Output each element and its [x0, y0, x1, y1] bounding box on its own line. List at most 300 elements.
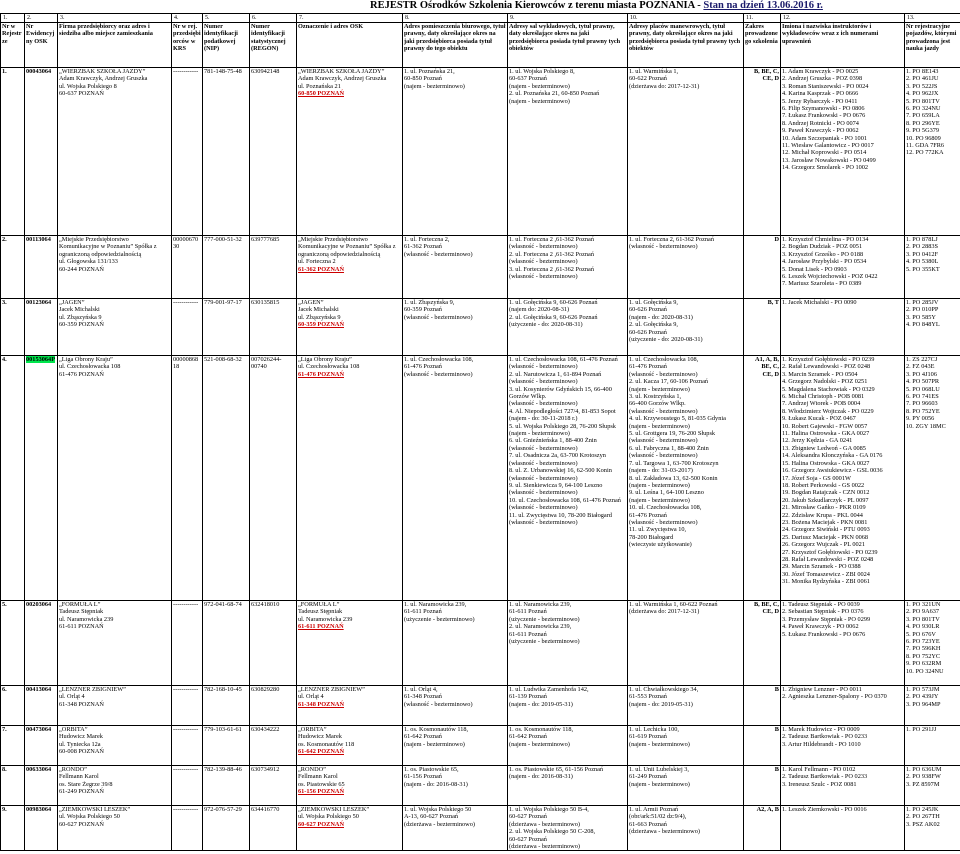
regon-cell: 630942148: [250, 68, 297, 236]
hall-line: 60-627 Poznań: [509, 813, 547, 821]
office-line: 1. ul. Forteczna 2,: [404, 236, 450, 243]
instructor-line: 5. Donat Lisek - PO 0903: [782, 265, 847, 273]
osk-name-line: ul. Zbąszyńska 9: [298, 313, 341, 321]
hall-line: 1. ul. Gołęcińska 9, 60-626 Poznań: [509, 299, 598, 306]
header-row: [1, 23, 960, 68]
osk-number: 00113064: [26, 236, 51, 243]
osk-number: 00153064P: [26, 356, 56, 363]
hall-line: (własność - bezterminowo): [509, 243, 578, 251]
yard-line: (własność - bezterminowo): [629, 370, 698, 378]
office-line: 60-359 Poznań: [404, 306, 442, 314]
column-header-8: Adres pomieszczenia biurowego, tytuł prawny, daty określające okres na jaki przedsiębiorca posiada tytuł prawny do tego obiektu: [403, 23, 508, 68]
instructor-line: 11. Halina Ostrowska - GKA 0027: [782, 430, 870, 438]
osk-address: 61-362 POZNAŃ: [298, 265, 344, 273]
scope-line: CE, D: [762, 608, 779, 616]
hall-line: (dzierżawa - bezterminowo): [509, 843, 580, 851]
vehicles-cell: [905, 68, 960, 236]
osk-name-line: „LENZNER ZBIGNIEW”: [298, 686, 365, 693]
column-header-11: Zakres prowadzonego szkolenia: [744, 23, 781, 68]
yards-cell: [628, 726, 744, 766]
vehicle-line: 6. PO 741ES: [906, 393, 939, 401]
vehicle-line: 4. PO 848YL: [906, 321, 940, 329]
instructor-line: 5. Łukasz Frankowski - PO 0676: [782, 630, 866, 638]
instructor-line: 10. Adam Szczepaniak - PO 1001: [782, 134, 867, 142]
vehicle-line: 1. PO 291JJ: [906, 726, 937, 733]
instructor-line: 24. Grzegorz Siwiński - PTU 0093: [782, 526, 870, 534]
osk-name-line: Jacek Michalski: [298, 306, 339, 314]
instructor-line: 4. Jarosław Przybylski - PO 0534: [782, 258, 867, 266]
instructor-line: 23. Bożena Maciejak - PKN 0081: [782, 518, 868, 526]
column-header-1: Nr w Rejestrze: [1, 23, 25, 68]
vehicle-line: 1. PO 245JK: [906, 806, 939, 813]
nip-cell: 782-139-88-46: [203, 766, 250, 806]
vehicle-line: 7. PO 96603: [906, 400, 938, 408]
instructors-cell: [781, 299, 905, 356]
vehicles-cell: [905, 356, 960, 601]
nip-cell: 972-076-57-29: [203, 806, 250, 851]
hall-line: 2. ul. Naramowicka 239,: [509, 623, 572, 631]
firm-line: „LENZNER ZBIGNIEW”: [59, 686, 126, 693]
instructor-line: 7. Mariusz Szaroleta - PO 0389: [782, 280, 862, 288]
hall-line: 1. ul. Ludwika Zamenhofa 142,: [509, 686, 589, 693]
column-number-10: 10.: [628, 14, 744, 23]
osk-name-line: „Liga Obrony Kraju”: [298, 356, 352, 363]
instructor-line: 2. Tadeusz Bartkowiak - PO 0233: [782, 773, 868, 781]
office-line: 61-476 Poznań: [404, 363, 442, 371]
firm-line: „JAGEN”: [59, 299, 85, 306]
osk-name-line: Tadeusz Stępniak: [298, 608, 343, 616]
hall-line: 2. ul. Poznańska 21, 60-850 Poznań: [509, 90, 600, 98]
hall-line: 1. os. Piastowskie 65, 61-156 Poznań: [509, 766, 604, 773]
halls-cell: [508, 806, 628, 851]
instructor-line: 4. Paweł Krawczyk - PO 0062: [782, 623, 859, 631]
yard-line: 1. ul. Unii Lubelskiej 3,: [629, 766, 689, 773]
instructor-line: 25. Dariusz Maciejak - PKN 0068: [782, 533, 869, 541]
instructor-line: 1. Krzysztof Gołębiowski - PO 0239: [782, 356, 875, 363]
firm-cell: [58, 806, 172, 851]
yard-line: (użyczenie - do: 2020-08-31): [629, 336, 703, 344]
office-line: 1. ul. Zbąszyńska 9,: [404, 299, 455, 306]
osk-name-cell: [297, 726, 403, 766]
register-number-cell: 9.: [1, 806, 25, 851]
column-header-5: Numer identyfikacji podatkowej (NIP): [203, 23, 250, 68]
hall-line: 61-642 Poznań: [509, 733, 547, 741]
yard-line: (dzierżawa do: 2017-12-31): [629, 82, 700, 90]
instructor-line: 7. Andrzej Wtorek - POB 0004: [782, 400, 861, 408]
office-line: (najem - do: 2016-08-31): [404, 780, 468, 788]
yard-line: 61-619 Poznań: [629, 733, 667, 741]
hall-line: 60-637 Poznań: [509, 75, 547, 83]
table-row: [1, 68, 960, 236]
yards-cell: [628, 766, 744, 806]
hall-line: (najem - do: 2019-05-31): [509, 700, 573, 708]
yard-line: (wieczyste użytkowanie): [629, 541, 692, 549]
instructor-line: 9. Łukasz Kucak - POZ 0467: [782, 415, 856, 423]
table-row: [1, 236, 960, 299]
halls-cell: [508, 686, 628, 726]
osk-name-line: os. Piastowskie 65: [298, 780, 345, 788]
scope-line: D: [774, 236, 779, 243]
instructor-line: 1. Karol Fellmann - PO 0102: [782, 766, 856, 773]
osk-number: 00473064: [26, 726, 52, 733]
firm-line: Hudowicz Marek: [59, 733, 103, 741]
office-line: 1. ul. Poznańska 21,: [404, 68, 455, 75]
scope-cell: [744, 726, 781, 766]
osk-address: 61-476 POZNAŃ: [298, 370, 344, 378]
office-line: (własność - bezterminowo): [404, 370, 473, 378]
yards-cell: [628, 601, 744, 686]
yards-cell: [628, 68, 744, 236]
yard-line: 8. ul. Zakładowa 13, 62-500 Konin: [629, 474, 718, 482]
hall-line: 1. ul. Wojska Polskiego 8,: [509, 68, 575, 75]
osk-name-line: „RONDO”: [298, 766, 326, 773]
office-line: (najem - bezterminowo): [404, 740, 465, 748]
instructor-line: 12. Jerzy Kędzia - GA 0241: [782, 437, 853, 445]
firm-cell: [58, 236, 172, 299]
nip-cell: 521-008-68-32: [203, 356, 250, 601]
office-line: (własność - bezterminowo): [404, 700, 473, 708]
column-header-12: Imiona i nazwiska instruktorów i wykładowców wraz z ich numerami uprawnień: [781, 23, 905, 68]
regon-cell: 632418010: [250, 601, 297, 686]
osk-name-line: os. Kosmonautów 118: [298, 740, 355, 748]
hall-line: 9. ul. Sienkiewicza 9, 64-100 Leszno: [509, 481, 603, 489]
osk-number-cell: [25, 236, 58, 299]
scope-line: A1, A, B,: [755, 356, 779, 363]
hall-line: 60-627 Poznań: [509, 835, 547, 843]
instructor-line: 11. Wiesław Galantowicz - PO 0017: [782, 142, 874, 150]
yard-line: 10. ul. Czechosłowacka 108,: [629, 504, 702, 512]
yard-line: 78-200 Białogard: [629, 533, 674, 541]
table-row: [1, 766, 960, 806]
column-number-11: 11.: [744, 14, 781, 23]
office-line: A-13, 60-627 Poznań: [404, 813, 459, 821]
office-cell: [403, 766, 508, 806]
instructor-line: 14. Grzegorz Smolarek - PO 1002: [782, 164, 869, 172]
title-date: Stan na dzień 13.06.2016 r.: [703, 0, 823, 11]
scope-line: B: [774, 686, 779, 693]
office-cell: [403, 601, 508, 686]
regon-cell: 639777685: [250, 236, 297, 299]
office-line: (dzierżawa - bezterminowo): [404, 820, 475, 828]
osk-name-line: ul. Naramowicka 239: [298, 615, 353, 623]
scope-line: B, BE, C,: [753, 68, 779, 75]
hall-line: (najem - bezterminowo): [509, 740, 570, 748]
table-row: [1, 686, 960, 726]
vehicle-line: 10. ZGY 18MC: [906, 422, 946, 430]
yard-line: (najem - do: 2019-05-31): [629, 700, 693, 708]
instructor-line: 1. Adam Krawczyk - PO 0025: [782, 68, 859, 75]
instructor-line: 13. Zbigniew Ledwoń - GA 0085: [782, 444, 866, 452]
scope-line: A2, A, B: [756, 806, 779, 813]
scope-line: CE, D: [762, 75, 779, 83]
nip-cell: 779-103-61-61: [203, 726, 250, 766]
vehicle-line: 5. PO 676V: [906, 630, 936, 638]
instructor-line: 27. Krzysztof Gołębiowski - PO 0239: [782, 548, 878, 556]
osk-name-cell: [297, 686, 403, 726]
hall-line: 4. Al. Niepodległości 727/4, 81-853 Sopot (najem - do: 30-11-2018 r.): [509, 407, 616, 423]
instructor-line: 3. Ireneusz Szulc - POZ 0081: [782, 780, 857, 788]
vehicle-line: 2. PO 010PP: [906, 306, 939, 314]
instructors-cell: [781, 68, 905, 236]
firm-line: „ORBITA”: [59, 726, 88, 733]
firm-line: „RONDO”: [59, 766, 87, 773]
vehicles-cell: [905, 236, 960, 299]
vehicle-line: 5. PO 801TV: [906, 97, 940, 105]
vehicle-line: 7. PO 596KH: [906, 645, 941, 653]
krs-cell: ------------: [172, 68, 203, 236]
krs-cell: ------------: [172, 726, 203, 766]
yard-line: (najem - bezterminowo): [629, 780, 690, 788]
yard-line: 2. ul. Gołęcińska 9,: [629, 321, 678, 329]
vehicle-line: 1. PO 285JV: [906, 299, 939, 306]
instructor-line: 2. Sebastian Stępniak - PO 0376: [782, 608, 864, 616]
table-row: [1, 601, 960, 686]
yard-line: 1. ul. Chwiałkowskiego 34,: [629, 686, 699, 693]
yard-line: (najem - bezterminowo): [629, 740, 690, 748]
yard-line: (najem - bezterminowo): [629, 385, 690, 393]
instructor-line: 16. Grzegorz Awsiukiewicz - GSL 0036: [782, 467, 883, 475]
vehicle-line: 2. FZ 043E: [906, 363, 935, 371]
column-number-7: 7.: [297, 14, 403, 23]
vehicle-line: 10. PO 324NU: [906, 667, 944, 675]
instructor-line: 1. Marek Hudowicz - PO 0009: [782, 726, 860, 733]
office-line: 61-642 Poznań: [404, 733, 442, 741]
title-text: REJESTR Ośrodków Szkolenia Kierowców z terenu miasta POZNANIA -: [370, 0, 704, 11]
vehicle-line: 3. PO 801TV: [906, 615, 940, 623]
instructor-line: 12. Michał Koprowski - PO 0514: [782, 149, 867, 157]
column-header-6: Numer identyfikacji statystycznej (REGON): [250, 23, 297, 68]
yard-line: 1. ul. Gołęcińska 9,: [629, 299, 678, 306]
regon-cell: 007026244-00740: [250, 356, 297, 601]
osk-name-line: „ZIEMKOWSKI LESZEK”: [298, 806, 370, 813]
firm-cell: [58, 766, 172, 806]
vehicle-line: 11. GDA 7FR6: [906, 142, 945, 150]
office-line: 1. ul. Naramowicka 239,: [404, 601, 467, 608]
yards-cell: [628, 806, 744, 851]
instructor-line: 28. Rafał Lewandowski - POZ 0248: [782, 555, 874, 563]
osk-address: 61-611 POZNAŃ: [298, 623, 344, 631]
register-number-cell: 5.: [1, 601, 25, 686]
yard-line: 1. ul. Forteczna 2, 61-362 Poznań: [629, 236, 714, 243]
osk-number: 00633064: [26, 766, 52, 773]
vehicle-line: 1. PO 878LJ: [906, 236, 938, 243]
instructor-line: 21. Mirosław Gańko - PKR 0109: [782, 504, 866, 512]
yard-line: (najem - bezterminowo): [629, 496, 690, 504]
hall-line: (najem - do: 2016-08-31): [509, 773, 573, 781]
hall-line: 2. ul. Narutowicza 1, 61-894 Poznań (własność - bezterminowo): [509, 370, 602, 386]
vehicle-line: 8. PO 752YC: [906, 652, 941, 660]
office-cell: [403, 236, 508, 299]
column-header-7: Oznaczenie i adres OSK: [297, 23, 403, 68]
regon-cell: 630434222: [250, 726, 297, 766]
firm-line: 61-348 POZNAŃ: [59, 700, 104, 708]
office-line: (własność - bezterminowo): [404, 313, 473, 321]
table-row: [1, 806, 960, 851]
vehicle-line: 5. PO 068LU: [906, 385, 940, 393]
instructor-line: 1. Krzysztof Chmielina - PO 0134: [782, 236, 869, 243]
scope-cell: [744, 806, 781, 851]
yard-line: (własność - bezterminowo): [629, 407, 698, 415]
nip-cell: 782-168-10-45: [203, 686, 250, 726]
hall-line: 6. ul. Gnieźnieńska 1, 88-400 Żnin: [509, 437, 597, 445]
osk-name-line: Fellmann Karol: [298, 773, 338, 781]
hall-line: 2. ul. Forteczna 2 ,61-362 Poznań: [509, 250, 594, 258]
regon-cell: 630734912: [250, 766, 297, 806]
instructor-line: 4. Karina Kasprzak - PO 0666: [782, 90, 859, 98]
column-header-2: Nr Ewidencyjny OSK: [25, 23, 58, 68]
hall-line: 61-139 Poznań: [509, 693, 547, 701]
hall-line: (najem - bezterminowo): [509, 82, 570, 90]
yard-line: (własność - bezterminowo): [629, 518, 698, 526]
osk-number-cell: [25, 299, 58, 356]
register-number-cell: 7.: [1, 726, 25, 766]
instructor-line: 17. Józef Soja - GS 0001W: [782, 474, 851, 482]
instructor-line: 2. Rafał Lewandowski - POZ 0248: [782, 363, 871, 371]
yard-line: (własność - bezterminowo): [629, 437, 698, 445]
scope-line: B, BE, C,: [753, 601, 779, 608]
document-title: [370, 0, 960, 14]
osk-name-line: ul. Czechosłowacka 108: [298, 363, 360, 371]
office-line: 1. ul. Wojska Polskiego 50: [404, 806, 472, 813]
hall-line: 3. ul. Forteczna 2 ,61-362 Poznań: [509, 265, 594, 273]
vehicle-line: 4. PO 962JX: [906, 90, 939, 98]
office-line: 1. ul. Czechosłowacka 108,: [404, 356, 474, 363]
hall-line: (własność - bezterminowo): [509, 518, 578, 526]
instructor-line: 30. Józef Tomaszewicz - ZBI 0024: [782, 570, 870, 578]
instructors-cell: [781, 806, 905, 851]
scope-cell: [744, 68, 781, 236]
yards-cell: [628, 299, 744, 356]
column-number-5: 5.: [203, 14, 250, 23]
hall-line: 61-611 Poznań: [509, 630, 547, 638]
instructor-line: 6. Leszek Wojciechowski - POZ 0422: [782, 273, 878, 281]
firm-cell: [58, 726, 172, 766]
vehicle-line: 2. PO 9A637: [906, 608, 940, 616]
firm-line: ul. Czechosłowacka 108: [59, 363, 121, 371]
vehicle-line: 1. PO 636UM: [906, 766, 942, 773]
firm-line: „WIERZBAK SZKOŁA JAZDY”: [59, 68, 146, 75]
firm-line: „Miejskie Przedsiębiorstwo Komunikacyjne w Poznaniu” Spółka z ograniczoną odpowiedzialnością: [59, 236, 157, 258]
nip-cell: 781-148-75-48: [203, 68, 250, 236]
column-header-4: Nr w rej. przedsiębiorców w KRS: [172, 23, 203, 68]
halls-cell: [508, 726, 628, 766]
osk-name-line: Adam Krawczyk, Andrzej Gruszka: [298, 75, 387, 83]
instructor-line: 31. Monika Rydzyńska - ZBI 0061: [782, 578, 870, 586]
yard-line: (dzierżawa do: 2017-12-31): [629, 608, 700, 616]
scope-line: CE, D: [762, 370, 779, 378]
halls-cell: [508, 766, 628, 806]
osk-number-cell: [25, 766, 58, 806]
vehicle-line: 3. PO 585Y: [906, 313, 936, 321]
hall-line: 1. ul. Czechosłowacka 108, 61-476 Poznań (własność - bezterminowo): [509, 356, 618, 371]
instructor-line: 3. Artur Hildebrandt - PO 1010: [782, 740, 861, 748]
scope-cell: [744, 299, 781, 356]
office-line: (najem - bezterminowo): [404, 82, 465, 90]
osk-number-cell: [25, 68, 58, 236]
osk-name-cell: [297, 236, 403, 299]
osk-name-line: ul. Wojska Polskiego 50: [298, 813, 359, 821]
firm-line: os. Stare Żegrze 39/8: [59, 780, 113, 788]
firm-cell: [58, 356, 172, 601]
instructors-cell: [781, 601, 905, 686]
vehicle-line: 2. PO 267TH: [906, 813, 940, 821]
vehicle-line: 12. PO 772KA: [906, 149, 944, 157]
instructor-line: 7. Łukasz Frankowski - PO 0676: [782, 112, 866, 120]
yard-line: 1. ul. Armii Poznań: [629, 806, 679, 813]
firm-line: ul. Orląt 4: [59, 693, 85, 701]
instructor-line: 20. Jakub Szkudlarczyk - PL 0097: [782, 496, 869, 504]
scope-cell: [744, 686, 781, 726]
firm-line: ul. Wojska Polskiego 8: [59, 82, 117, 90]
yard-line: 60-626 Poznań: [629, 328, 667, 336]
yard-line: 61-553 Poznań: [629, 693, 667, 701]
instructors-cell: [781, 356, 905, 601]
instructor-line: 5. Jerzy Rybarczyk - PO 0411: [782, 97, 858, 105]
yard-line: (najem - do: 2020-08-31): [629, 313, 693, 321]
yard-line: (najem - do: 31-03-2017): [629, 467, 693, 475]
yard-line: (dzierżawa - bezterminowo): [629, 828, 700, 836]
hall-line: 61-611 Poznań: [509, 608, 547, 616]
hall-line: (własność - bezterminowo): [509, 444, 578, 452]
osk-number-cell: [25, 686, 58, 726]
register-table: [0, 13, 960, 851]
column-number-6: 6.: [250, 14, 297, 23]
firm-line: „ZIEMKOWSKI LESZEK”: [59, 806, 131, 813]
instructor-line: 1. Tadeusz Stępniak - PO 0039: [782, 601, 860, 608]
column-number-3: 3.: [58, 14, 172, 23]
halls-cell: [508, 601, 628, 686]
instructor-line: 6. Michał Christoph - POB 0081: [782, 393, 865, 401]
osk-name-cell: [297, 766, 403, 806]
osk-number: 00123064: [26, 299, 52, 306]
column-number-row: [1, 14, 960, 23]
column-number-9: 9.: [508, 14, 628, 23]
osk-name-line: „FORMUŁA L”: [298, 601, 340, 608]
osk-number-cell: [25, 726, 58, 766]
firm-line: „Liga Obrony Kraju”: [59, 356, 113, 363]
vehicle-line: 3. PSZ AK02: [906, 820, 940, 828]
register-number-cell: 3.: [1, 299, 25, 356]
firm-line: 60-359 POZNAŃ: [59, 321, 104, 329]
hall-line: (użyczenie - bezterminowo): [509, 615, 580, 623]
office-cell: [403, 68, 508, 236]
yard-line: 60-626 Poznań: [629, 306, 667, 314]
instructor-line: 2. Bogdan Dudziak - POZ 0051: [782, 243, 863, 251]
osk-name-cell: [297, 356, 403, 601]
vehicle-line: 1. ZS 227CJ: [906, 356, 938, 363]
yard-line: 11. ul. Zwycięstwa 10,: [629, 526, 687, 534]
nip-cell: 777-000-51-32: [203, 236, 250, 299]
hall-line: 2. ul. Gołęcińska 9, 60-626 Poznań: [509, 313, 598, 321]
yards-cell: [628, 356, 744, 601]
vehicle-line: 2. PO 938FW: [906, 773, 941, 781]
firm-line: ul. Zbąszyńska 9: [59, 313, 102, 321]
vehicle-line: 2. PO 461JU: [906, 75, 939, 83]
hall-line: (własność - bezterminowo): [509, 258, 578, 266]
firm-cell: [58, 686, 172, 726]
instructor-line: 4. Grzegorz Nadolski - POZ 0251: [782, 378, 868, 386]
vehicle-line: 2. PO 2883S: [906, 243, 939, 251]
instructor-line: 3. Marcin Szramek - PO 0504: [782, 370, 858, 378]
yard-line: 61-476 Poznań: [629, 363, 667, 371]
firm-line: 61-476 POZNAŃ: [59, 370, 104, 378]
instructor-line: 2. Agnieszka Lenzner-Spalony - PO 0370: [782, 693, 887, 701]
firm-line: 61-611 POZNAŃ: [59, 623, 104, 631]
osk-address: 60-359 POZNAŃ: [298, 321, 344, 329]
yards-cell: [628, 236, 744, 299]
office-cell: [403, 299, 508, 356]
office-line: 1. ul. Orląt 4,: [404, 686, 438, 693]
